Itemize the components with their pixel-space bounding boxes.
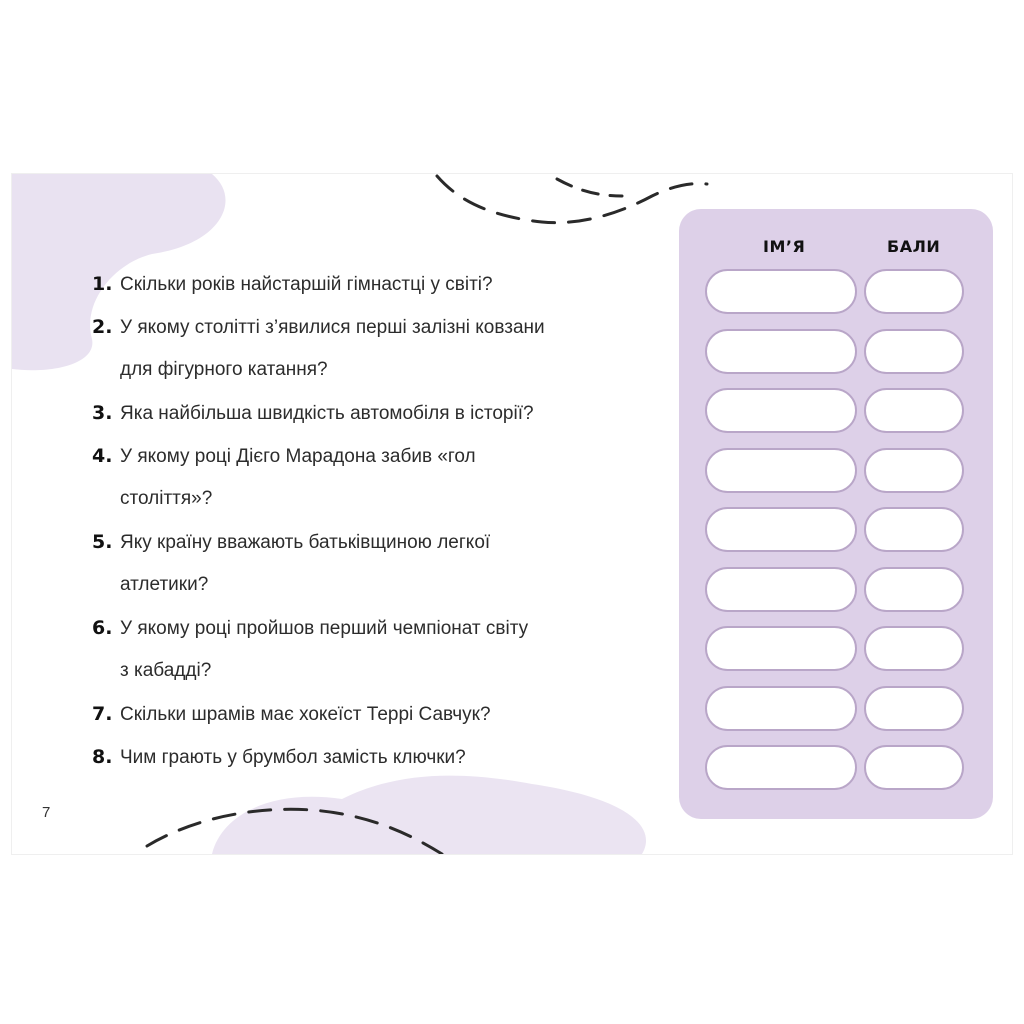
question-text: У якому році пройшов перший чемпіонат світу bbox=[120, 618, 529, 639]
question-number: 5. bbox=[92, 531, 113, 553]
question-5 bbox=[92, 530, 490, 555]
name-cell[interactable] bbox=[705, 329, 857, 374]
question-number: 3. bbox=[92, 402, 113, 424]
question-number: 1. bbox=[92, 273, 113, 295]
question-1 bbox=[92, 272, 493, 297]
question-text: Яка найбільша швидкість автомобіля в історії? bbox=[120, 403, 534, 424]
name-cell[interactable] bbox=[705, 507, 857, 552]
question-text: У якому столітті з’явилися перші залізні ковзани bbox=[120, 317, 545, 338]
dashed-curve-top bbox=[437, 176, 707, 223]
question-6 bbox=[92, 616, 528, 641]
question-number: 6. bbox=[92, 617, 113, 639]
question-text: Яку країну вважають батьківщиною легкої bbox=[120, 532, 491, 553]
score-cell[interactable] bbox=[864, 329, 964, 374]
question-8 bbox=[92, 745, 466, 770]
workbook-page bbox=[12, 174, 1012, 854]
question-3 bbox=[92, 401, 534, 426]
question-text: для фігурного катання? bbox=[120, 359, 328, 380]
score-cell[interactable] bbox=[864, 448, 964, 493]
score-cell[interactable] bbox=[864, 269, 964, 314]
question-4 bbox=[92, 444, 476, 469]
bottom-blob bbox=[212, 776, 646, 854]
score-cell[interactable] bbox=[864, 626, 964, 671]
question-text: Скільки років найстаршій гімнастці у світі? bbox=[120, 274, 493, 295]
name-cell[interactable] bbox=[705, 626, 857, 671]
name-cell[interactable] bbox=[705, 269, 857, 314]
question-4-continuation bbox=[92, 487, 212, 511]
name-cell[interactable] bbox=[705, 388, 857, 433]
name-cell[interactable] bbox=[705, 567, 857, 612]
question-5-continuation bbox=[92, 573, 208, 597]
score-cell[interactable] bbox=[864, 745, 964, 790]
name-cell[interactable] bbox=[705, 686, 857, 731]
question-2-continuation bbox=[92, 358, 328, 382]
name-cell[interactable] bbox=[705, 448, 857, 493]
question-6-continuation bbox=[92, 659, 211, 683]
question-2 bbox=[92, 315, 545, 340]
question-number: 8. bbox=[92, 746, 113, 768]
question-text: У якому році Дієго Марадона забив «гол bbox=[120, 446, 476, 467]
score-panel bbox=[679, 209, 993, 819]
question-number: 4. bbox=[92, 445, 113, 467]
header-score: БАЛИ bbox=[887, 237, 941, 256]
name-cell[interactable] bbox=[705, 745, 857, 790]
question-text: Скільки шрамів має хокеїст Террі Савчук? bbox=[120, 704, 491, 725]
question-text: століття»? bbox=[120, 488, 213, 509]
question-text: Чим грають у брумбол замість ключки? bbox=[120, 747, 466, 768]
question-number: 2. bbox=[92, 316, 113, 338]
score-cell[interactable] bbox=[864, 507, 964, 552]
score-cell[interactable] bbox=[864, 567, 964, 612]
page-number: 7 bbox=[42, 804, 51, 821]
score-cell[interactable] bbox=[864, 388, 964, 433]
question-7 bbox=[92, 702, 491, 727]
question-text: атлетики? bbox=[120, 574, 209, 595]
score-cell[interactable] bbox=[864, 686, 964, 731]
header-name: ІМ’Я bbox=[763, 237, 806, 256]
question-text: з кабадді? bbox=[120, 660, 212, 681]
dashed-curve-top-small bbox=[557, 179, 622, 196]
question-number: 7. bbox=[92, 703, 113, 725]
